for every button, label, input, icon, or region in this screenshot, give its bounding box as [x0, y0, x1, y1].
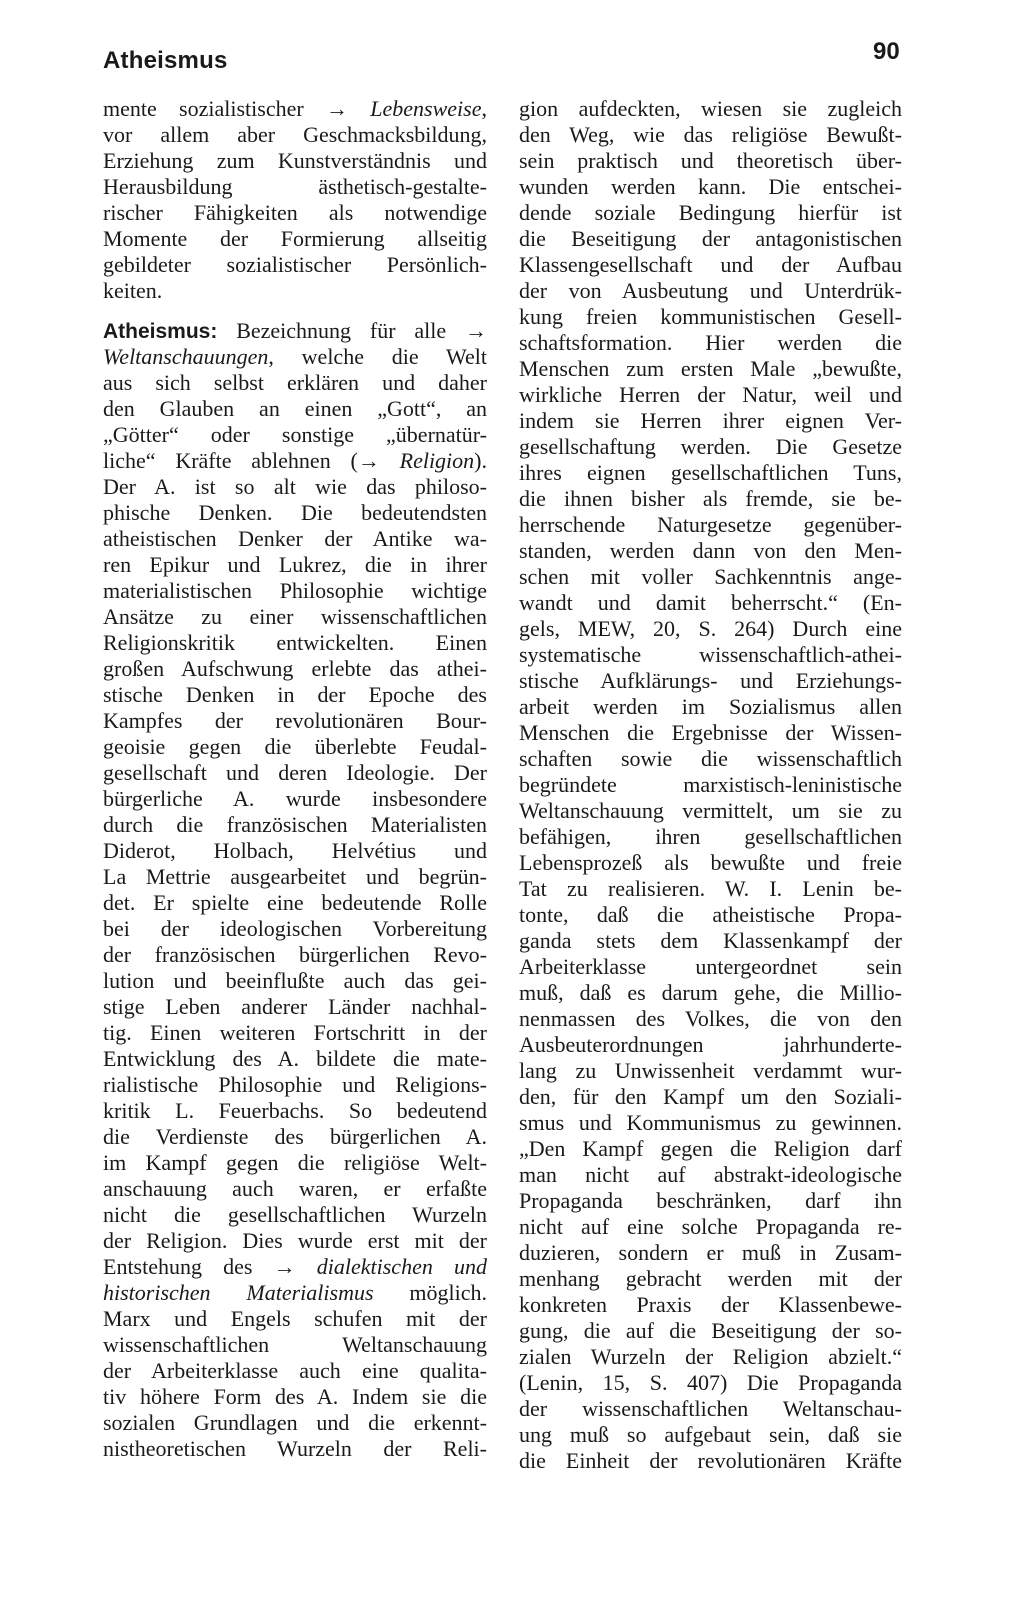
text-line: Ausbeuterordnungen jahrhunderte- — [519, 1032, 902, 1057]
text-line: Kampfes der revolutionären Bour- — [103, 708, 487, 733]
text-line: herrschende Naturgesetze gegenüber- — [519, 512, 902, 537]
text-line: rischer Fähigkeiten als notwendige — [103, 200, 487, 225]
text-line: ganda stets dem Klassenkampf der — [519, 928, 902, 953]
text-line: Arbeiterklasse untergeordnet sein — [519, 954, 902, 979]
text-line: die Verdienste des bürgerlichen A. — [103, 1124, 487, 1149]
text-line: Weltanschauungen, welche die Welt — [103, 344, 487, 369]
text-line: geoisie gegen die überlebte Feudal- — [103, 734, 487, 759]
text-line: Propaganda beschränken, darf ihn — [519, 1188, 902, 1213]
text-line: stige Leben anderer Länder nachhal- — [103, 994, 487, 1019]
text-line: schen mit voller Sachkenntnis ange- — [519, 564, 902, 589]
text-line: nicht auf eine solche Propaganda re- — [519, 1214, 902, 1239]
entry-first-line — [103, 318, 487, 344]
text-line: Marx und Engels schufen mit der — [103, 1306, 487, 1331]
text-line: Der A. ist so alt wie das philoso- — [103, 474, 487, 499]
text-line: der Arbeiterklasse auch eine qualita- — [103, 1358, 487, 1383]
text-line: die ihnen bisher als fremde, sie be- — [519, 486, 902, 511]
text-line: smus und Kommunismus zu gewinnen. — [519, 1110, 902, 1135]
text-line: der Religion. Dies wurde erst mit der — [103, 1228, 487, 1253]
text-line: arbeit werden im Sozialismus allen — [519, 694, 902, 719]
cross-reference: Lebensweise — [370, 96, 482, 121]
text-line: Menschen die Ergebnisse der Wissen- — [519, 720, 902, 745]
text-line: nistheoretischen Wurzeln der Reli- — [103, 1436, 487, 1461]
text-line: der von Ausbeutung und Unterdrük- — [519, 278, 902, 303]
text-line: wunden werden kann. Die entschei- — [519, 174, 902, 199]
text-line: standen, werden dann von den Men- — [519, 538, 902, 563]
text-line: lution und beeinflußte auch das gei- — [103, 968, 487, 993]
text-line: ung muß so aufgebaut sein, daß sie — [519, 1422, 902, 1447]
text-line: man nicht auf abstrakt-ideologische — [519, 1162, 902, 1187]
text-line: Klassengesellschaft und der Aufbau — [519, 252, 902, 277]
lemma-heading: Atheismus: — [103, 320, 218, 343]
text-line: der wissenschaftlichen Weltanschau- — [519, 1396, 902, 1421]
page-number: 90 — [873, 38, 900, 65]
text-line: Ansätze zu einer wissenschaftlichen — [103, 604, 487, 629]
text-line: sein praktisch und theoretisch über- — [519, 148, 902, 173]
text-line: gion aufdeckten, wiesen sie zugleich — [519, 96, 902, 121]
text-line: lang zu Unwissenheit verdammt wur- — [519, 1058, 902, 1083]
text-line: gebildeter sozialistischer Persönlich- — [103, 252, 487, 277]
text-line: Lebensprozeß als bewußte und freie — [519, 850, 902, 875]
text-line: Herausbildung ästhetisch-gestalte- — [103, 174, 487, 199]
text-line: atheistischen Denker der Antike wa- — [103, 526, 487, 551]
text-line: befähigen, ihren gesellschaftlichen — [519, 824, 902, 849]
right-column — [519, 96, 902, 1474]
text-line: historischen Materialismus möglich. — [103, 1280, 487, 1305]
text-line: tig. Einen weiteren Fortschritt in der — [103, 1020, 487, 1045]
text-line: systematische wissenschaftlich-athei- — [519, 642, 902, 667]
text-line: bürgerliche A. wurde insbesondere — [103, 786, 487, 811]
text-line: ren Epikur und Lukrez, die in ihrer — [103, 552, 487, 577]
text-line: aus sich selbst erklären und daher — [103, 370, 487, 395]
text-line: tiv höhere Form des A. Indem sie die — [103, 1384, 487, 1409]
text-line: mente sozialistischer → Lebensweise, — [103, 96, 487, 121]
text-line: wirkliche Herren der Natur, weil und — [519, 382, 902, 407]
text-line: indem sie Herren ihrer eignen Ver- — [519, 408, 902, 433]
text-line: Momente der Formierung allseitig — [103, 226, 487, 251]
text-line: nicht die gesellschaftlichen Wurzeln — [103, 1202, 487, 1227]
text-line: Tat zu realisieren. W. I. Lenin be- — [519, 876, 902, 901]
text-line: schaften sowie die wissenschaftlich — [519, 746, 902, 771]
text-line: ihres eignen gesellschaftlichen Tuns, — [519, 460, 902, 485]
text-line: det. Er spielte eine bedeutende Rolle — [103, 890, 487, 915]
cross-reference: Weltanschauungen — [103, 344, 269, 369]
text-line: den Weg, wie das religiöse Bewußt- — [519, 122, 902, 147]
text-line: stische Aufklärungs- und Erziehungs- — [519, 668, 902, 693]
text-line: bei der ideologischen Vorbereitung — [103, 916, 487, 941]
text-line: wissenschaftlichen Weltanschauung — [103, 1332, 487, 1357]
paragraph-gap — [103, 304, 487, 318]
left-column — [103, 96, 487, 1462]
text-line: wandt und damit beherrscht.“ (En- — [519, 590, 902, 615]
text-line: durch die französischen Materialisten — [103, 812, 487, 837]
text-line: gung, die auf die Beseitigung der so- — [519, 1318, 902, 1343]
text-line: gesellschaft und deren Ideologie. Der — [103, 760, 487, 785]
text-line: Weltanschauung vermittelt, um sie zu — [519, 798, 902, 823]
text-line: vor allem aber Geschmacksbildung, — [103, 122, 487, 147]
text-line: „Den Kampf gegen die Religion darf — [519, 1136, 902, 1161]
text-line: muß, daß es darum gehe, die Millio- — [519, 980, 902, 1005]
text-line: tonte, daß die atheistische Propa- — [519, 902, 902, 927]
text-line: konkreten Praxis der Klassenbewe- — [519, 1292, 902, 1317]
text-line: kung freien kommunistischen Gesell- — [519, 304, 902, 329]
text-line: materialistischen Philosophie wichtige — [103, 578, 487, 603]
text-line: der französischen bürgerlichen Revo- — [103, 942, 487, 967]
text-line: zialen Wurzeln der Religion abzielt.“ — [519, 1344, 902, 1369]
text-line: Diderot, Holbach, Helvétius und — [103, 838, 487, 863]
text-line: keiten. — [103, 278, 163, 303]
text-line: gesellschaftung werden. Die Gesetze — [519, 434, 902, 459]
text-line: die Beseitigung der antagonistischen — [519, 226, 902, 251]
text-line: den, für den Kampf um den Soziali- — [519, 1084, 902, 1109]
text-line: phische Denken. Die bedeutendsten — [103, 500, 487, 525]
text-line: liche“ Kräfte ablehnen (→ Religion). — [103, 448, 487, 473]
text-line: anschauung auch waren, er erfaßte — [103, 1176, 487, 1201]
text-line: duzieren, sondern er muß in Zusam- — [519, 1240, 902, 1265]
cross-reference: Religion — [399, 448, 475, 473]
entry-atheismus — [103, 318, 487, 1462]
text-line: die Einheit der revolutionären Kräfte — [519, 1448, 902, 1473]
text-line: Erziehung zum Kunstverständnis und — [103, 148, 487, 173]
text-line: Entstehung des → dialektischen und — [103, 1254, 487, 1279]
text-line: gels, MEW, 20, S. 264) Durch eine — [519, 616, 902, 641]
entry-first-line-text: Bezeichnung für alle → — [236, 318, 487, 343]
text-line: menhang gebracht werden mit der — [519, 1266, 902, 1291]
text-line: Entwicklung des A. bildete die mate- — [103, 1046, 487, 1071]
text-line: kritik L. Feuerbachs. So bedeutend — [103, 1098, 487, 1123]
text-line: stische Denken in der Epoche des — [103, 682, 487, 707]
right-column-body — [519, 96, 902, 1474]
text-line: im Kampf gegen die religiöse Welt- — [103, 1150, 487, 1175]
text-line: dende soziale Bedingung hierfür ist — [519, 200, 902, 225]
running-head: Atheismus — [103, 47, 228, 74]
text-line: La Mettrie ausgearbeitet und begrün- — [103, 864, 487, 889]
text-line: rialistische Philosophie und Religions- — [103, 1072, 487, 1097]
text-line: großen Aufschwung erlebte das athei- — [103, 656, 487, 681]
cross-reference: historischen Materialismus — [103, 1280, 374, 1305]
text-line: begründete marxistisch-leninistische — [519, 772, 902, 797]
text-line: nenmassen des Volkes, die von den — [519, 1006, 902, 1031]
text-line: den Glauben an einen „Gott“, an — [103, 396, 487, 421]
text-line: schaftsformation. Hier werden die — [519, 330, 902, 355]
text-line: „Götter“ oder sonstige „übernatür- — [103, 422, 487, 447]
continuation-paragraph — [103, 96, 487, 304]
text-line: (Lenin, 15, S. 407) Die Propaganda — [519, 1370, 902, 1395]
text-line: Menschen zum ersten Male „bewußte, — [519, 356, 902, 381]
cross-reference: dialektischen und — [316, 1254, 487, 1279]
entry-body — [103, 344, 487, 1462]
text-line: Religionskritik entwickelten. Einen — [103, 630, 487, 655]
text-line: sozialen Grundlagen und die erkennt- — [103, 1410, 487, 1435]
